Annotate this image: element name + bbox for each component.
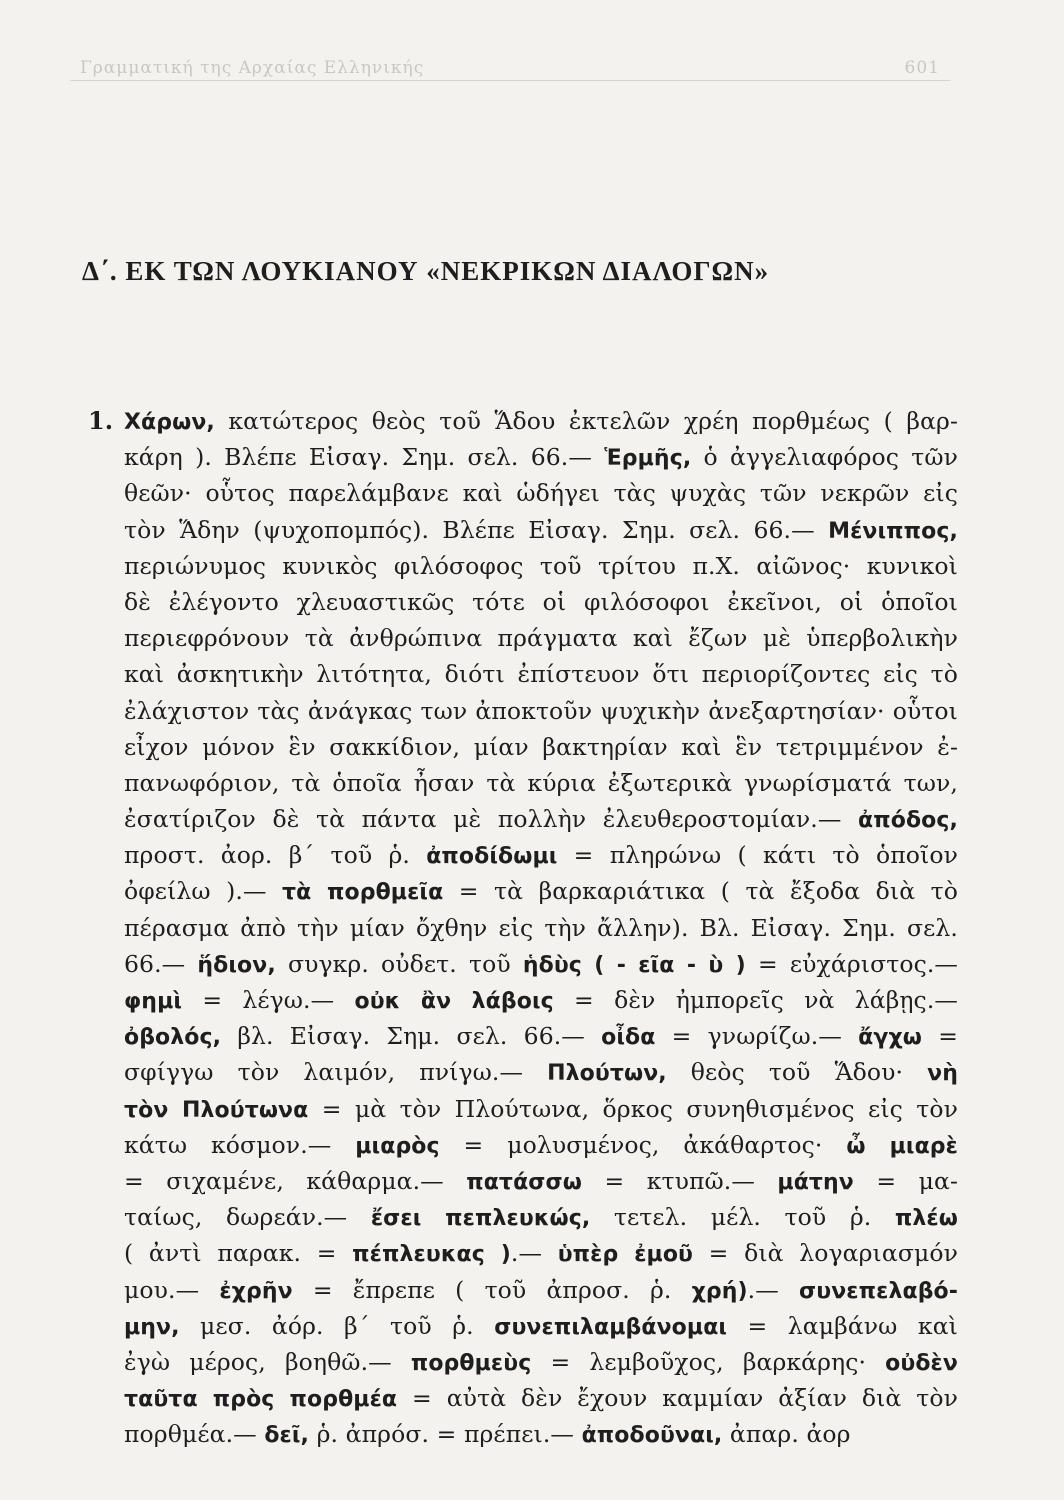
headword: χρή) [691, 1278, 748, 1304]
gloss-text: θεῶν· οὗτος παρελάμβανε καὶ ὡδήγει τὰς ψυχὰς τῶν νεκρῶν εἰς [124, 479, 958, 508]
text-line [124, 1127, 958, 1163]
faded-running-header [70, 58, 950, 81]
gloss-text: κάρη ). Βλέπε Εἰσαγ. Σημ. σελ. 66.— [124, 443, 605, 472]
gloss-text: προστ. ἀορ. β΄ τοῦ ῥ. [124, 841, 427, 870]
text-line [124, 873, 958, 909]
running-head: Γραμματική της Αρχαίας Ελληνικής [80, 58, 425, 78]
gloss-text: περιώνυμος κυνικὸς φιλόσοφος τοῦ τρίτου π.Χ. αἰῶνος· κυνικοὶ [124, 551, 958, 580]
headword: ὑπὲρ ἐμοῦ [557, 1242, 694, 1268]
text-line [124, 693, 958, 729]
text-line [124, 910, 958, 946]
gloss-text: ταίως, δωρεάν.— [124, 1203, 371, 1232]
gloss-text: = πληρώνω ( κάτι τὸ ὁποῖον [557, 841, 958, 870]
page-number: 601 [904, 58, 940, 78]
text-line [124, 1308, 958, 1344]
gloss-text: κάτω κόσμον.— [124, 1130, 356, 1159]
headword: οὐδὲν [885, 1350, 958, 1376]
headword: συνεπελαβό- [799, 1278, 958, 1304]
headword: Χάρων, [124, 410, 215, 435]
section-title: Δ΄. ΕΚ ΤΩΝ ΛΟΥΚΙΑΝΟΥ «ΝΕΚΡΙΚΩΝ ΔΙΑΛΟΓΩΝ» [82, 256, 770, 286]
headword: μάτην [777, 1169, 854, 1195]
entry-number: 1. [88, 406, 114, 435]
text-line [124, 1091, 958, 1127]
gloss-text: = εὐχάριστος.— [745, 949, 959, 978]
gloss-text: πορθμέα.— [124, 1420, 265, 1449]
gloss-text: ἐγὼ μέρος, βοηθῶ.— [124, 1347, 411, 1376]
text-line [124, 1163, 958, 1199]
text-line [124, 1199, 958, 1235]
headword: μην, [124, 1314, 180, 1340]
gloss-text: = μα- [853, 1166, 958, 1195]
text-line [124, 403, 958, 439]
text-line [124, 656, 958, 692]
gloss-text: = τὰ βαρκαριάτικα ( τὰ ἔξοδα διὰ τὸ [443, 877, 958, 906]
headword: συνεπιλαμβάνομαι [494, 1314, 728, 1340]
headword: ἐχρῆν [219, 1278, 293, 1304]
gloss-text: = αὐτὰ δὲν ἔχουν καμμίαν ἀξίαν διὰ τὸν [397, 1384, 958, 1413]
gloss-text: .— [747, 1275, 799, 1304]
text-line [124, 1018, 958, 1054]
headword: πορθμεὺς [410, 1350, 532, 1376]
headword: Πλούτων, [547, 1061, 667, 1087]
gloss-text: πέρασμα ἀπὸ τὴν μίαν ὄχθην εἰς τὴν ἄλλην). Βλ. Εἰσαγ. Σημ. σελ. [124, 913, 958, 942]
gloss-text: συγκρ. οὐδετ. τοῦ [275, 949, 523, 978]
headword: ταῦτα πρὸς πορθμέα [124, 1387, 398, 1413]
gloss-text: ἐλάχιστον τὰς ἀνάγκας των ἀποκτοῦν ψυχικὴν ἀνεξαρτησίαν· οὗτοι [124, 696, 958, 725]
gloss-text: ῥ. ἀπρόσ. = πρέπει.— [309, 1420, 582, 1449]
gloss-text: πανωφόριον, τὰ ὁποῖα ἦσαν τὰ κύρια ἐξωτερικὰ γνωρίσματά των, [124, 768, 958, 797]
gloss-text: 66.— [124, 949, 198, 978]
text-line [124, 837, 958, 873]
headword: τὰ πορθμεῖα [282, 880, 444, 906]
text-line [124, 1235, 958, 1271]
text-line [124, 946, 958, 982]
gloss-text: = κτυπῶ.— [581, 1166, 778, 1195]
gloss-text: περιεφρόνουν τὰ ἀνθρώπινα πράγματα καὶ ἔζων μὲ ὑπερβολικὴν [124, 624, 958, 653]
headword: ὀβολός, [124, 1025, 222, 1051]
headword: ἄγχω [858, 1025, 922, 1051]
text-line [124, 1380, 958, 1416]
gloss-text: τὸν Ἅδην (ψυχοπομπός). Βλέπε Εἰσαγ. Σημ. σελ. 66.— [124, 515, 829, 544]
headword: ὦ μιαρὲ [846, 1133, 958, 1159]
text-line [124, 584, 958, 620]
headword: ἡδὺς ( - εῖα - ὺ ) [522, 952, 746, 978]
headword: οἶδα [601, 1025, 656, 1051]
gloss-text: δὲ ἐλέγοντο χλευαστικῶς τότε οἱ φιλόσοφοι ἐκεῖνοι, οἱ ὁποῖοι [124, 587, 958, 616]
gloss-text: μου.— [124, 1275, 220, 1304]
gloss-text: = γνωρίζω.— [655, 1022, 859, 1051]
gloss-text: σφίγγω τὸν λαιμόν, πνίγω.— [124, 1058, 548, 1087]
text-line [124, 475, 958, 511]
gloss-text: βλ. Εἰσαγ. Σημ. σελ. 66.— [221, 1022, 602, 1051]
headword: ἀπόδος, [858, 808, 958, 834]
headword: πλέω [894, 1206, 958, 1232]
text-line [124, 801, 958, 837]
headword: μιαρὸς [355, 1133, 440, 1159]
text-line [124, 1054, 958, 1090]
gloss-text: τετελ. μέλ. τοῦ ῥ. [590, 1203, 895, 1232]
headword: οὐκ ἂν λάβοις [354, 989, 554, 1014]
headword: Μένιππος, [828, 518, 958, 544]
gloss-text: ἀπαρ. ἀορ [722, 1420, 851, 1449]
gloss-text: ἐσατίριζον δὲ τὰ πάντα μὲ πολλὴν ἐλευθεροστομίαν.— [124, 805, 859, 834]
text-line [124, 765, 958, 801]
gloss-text: = μολυσμένος, ἀκάθαρτος· [439, 1130, 847, 1159]
text-line [124, 1344, 958, 1380]
text-line [124, 1416, 958, 1452]
headword: ἔσει πεπλευκώς, [370, 1206, 591, 1232]
gloss-text: = δὲν ἠμπορεῖς νὰ λάβῃς.— [553, 986, 958, 1014]
gloss-text: = λεμβοῦχος, βαρκάρης· [531, 1347, 886, 1376]
headword: τὸν Πλούτωνα [124, 1097, 309, 1123]
gloss-text: ὀφείλω ).— [124, 877, 283, 906]
headword: Ἑρμῆς, [604, 446, 692, 472]
text-line [124, 548, 958, 584]
text-line [124, 439, 958, 475]
headword: ἀποδοῦναι, [581, 1423, 723, 1449]
text-line [124, 620, 958, 656]
gloss-text: = ἔπρεπε ( τοῦ ἀπροσ. ῥ. [292, 1275, 692, 1304]
headword: ἥδιον, [197, 952, 276, 978]
headword: δεῖ, [264, 1423, 310, 1449]
text-line [124, 512, 958, 548]
gloss-text: = σιχαμένε, κάθαρμα.— [124, 1166, 467, 1195]
gloss-text: ( ἀντὶ παρακ. = [124, 1239, 353, 1268]
gloss-text: κατώτερος θεὸς τοῦ Ἅδου ἐκτελῶν χρέη πορθμέως ( βαρ- [214, 407, 958, 435]
gloss-text: .— [510, 1239, 558, 1268]
gloss-text: = λαμβάνω καὶ [727, 1311, 958, 1340]
gloss-text: εἶχον μόνον ἓν σακκίδιον, μίαν βακτηρίαν καὶ ἓν τετριμμένον ἐ- [124, 732, 958, 761]
gloss-text: ὁ ἀγγελιαφόρος τῶν [691, 443, 959, 472]
gloss-text: = [921, 1022, 958, 1051]
headword: πατάσσω [466, 1169, 582, 1195]
text-line [124, 982, 958, 1018]
entry-text [124, 403, 958, 1452]
headword: ἀποδίδωμι [426, 844, 558, 870]
headword: πέπλευκας ) [352, 1242, 511, 1268]
text-line [124, 729, 958, 765]
text-line [124, 1272, 958, 1308]
headword: νὴ [927, 1061, 958, 1087]
gloss-text: καὶ ἀσκητικὴν λιτότητα, διότι ἐπίστευον ὅτι περιορίζοντες εἰς τὸ [124, 660, 958, 689]
headword: φημὶ [124, 989, 183, 1014]
gloss-text: = λέγω.— [182, 986, 355, 1014]
gloss-text: = μὰ τὸν Πλούτωνα, ὅρκος συνηθισμένος εἰς τὸν [308, 1094, 958, 1123]
gloss-text: θεὸς τοῦ Ἅδου· [666, 1058, 928, 1087]
gloss-text: μεσ. ἀόρ. β΄ τοῦ ῥ. [179, 1311, 495, 1340]
gloss-text: = διὰ λογαριασμόν [693, 1239, 958, 1268]
